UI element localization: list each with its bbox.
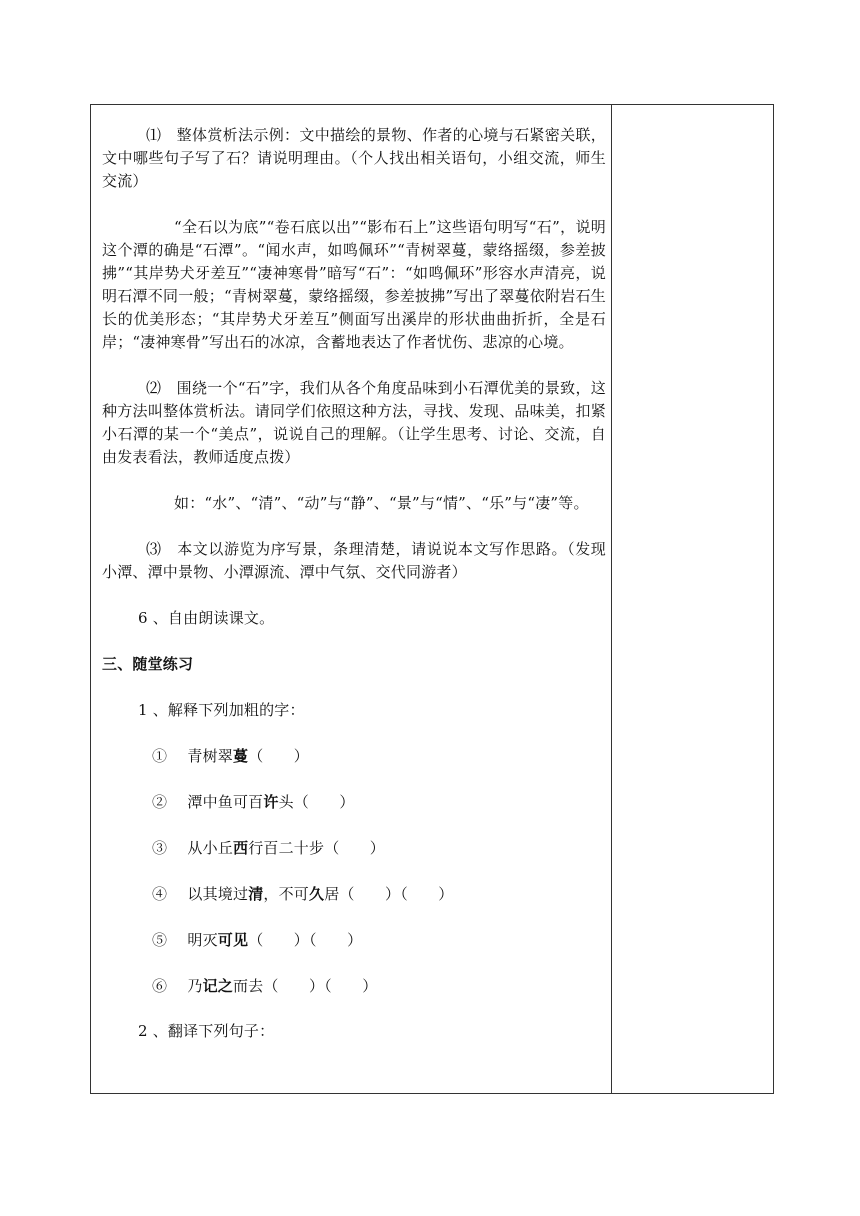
step-free-reading: 6 、自由朗读课文。	[138, 609, 275, 627]
paragraph-whole-appreciation: ⑴ 整体赏析法示例：文中描绘的景物、作者的心境与石紧密关联，文中哪些句子写了石？请说明理由。（个人找出相关语句，小组交流，师生交流）	[102, 126, 606, 190]
paragraph-stone-analysis: “全石以为底”“卷石底以出”“影布石上”这些语句明写“石”，说明这个潭的确是“石潭”。“闻水声，如鸣佩环”“青树翠蔓，蒙络摇缀，参差披拂”“其岸势犬牙差互”“凄神寒骨”暗写“石”：“如鸣佩环”形容水声清亮，说明石潭不同一般；“青树翠蔓，蒙络摇缀，参差披拂”写出了翠蔓依附岩石生长的优美形态；“其岸势犬牙差互”侧面写出溪岸的形状曲曲折折，全是石岸；“凄神寒骨”写出石的冰凉，含蓄地表达了作者忧伤、悲凉的心境。	[102, 218, 606, 351]
table-column-divider	[611, 104, 612, 1094]
paragraph-examples: 如：“水”、“清”、“动”与“静”、“景”与“情”、“乐”与“凄”等。	[174, 494, 589, 512]
exercise-item: ③ 从小丘西行百二十步（ ）	[152, 839, 385, 857]
exercise-item: ④ 以其境过清，不可久居（ ）（ ）	[152, 885, 454, 903]
exercise-item: ② 潭中鱼可百许头（ ）	[152, 793, 355, 811]
exercise-item: ① 青树翠蔓（ ）	[152, 747, 309, 765]
paragraph-writing-approach: ⑶ 本文以游览为序写景，条理清楚，请说说本文写作思路。（发现小潭、潭中景物、小潭源流、潭中气氛、交代同游者）	[102, 540, 606, 581]
paragraph-beauty-points: ⑵ 围绕一个“石”字，我们从各个角度品味到小石潭优美的景致，这种方法叫整体赏析法。请同学们依照这种方法，寻找、发现、品味美，扣紧小石潭的某一个“美点”，说说自己的理解。（让学生思考、讨论、交流，自由发表看法，教师适度点拨）	[102, 379, 606, 466]
exercise-item: ⑤ 明灭可见（ ）（ ）	[152, 931, 363, 949]
question-explain-words: 1 、解释下列加粗的字：	[138, 701, 305, 719]
lesson-content	[102, 124, 606, 1043]
section-heading-practice: 三、随堂练习	[102, 655, 194, 673]
question-translate: 2 、翻译下列句子：	[138, 1022, 275, 1040]
exercise-item: ⑥ 乃记之而去（ ）（ ）	[152, 977, 378, 995]
